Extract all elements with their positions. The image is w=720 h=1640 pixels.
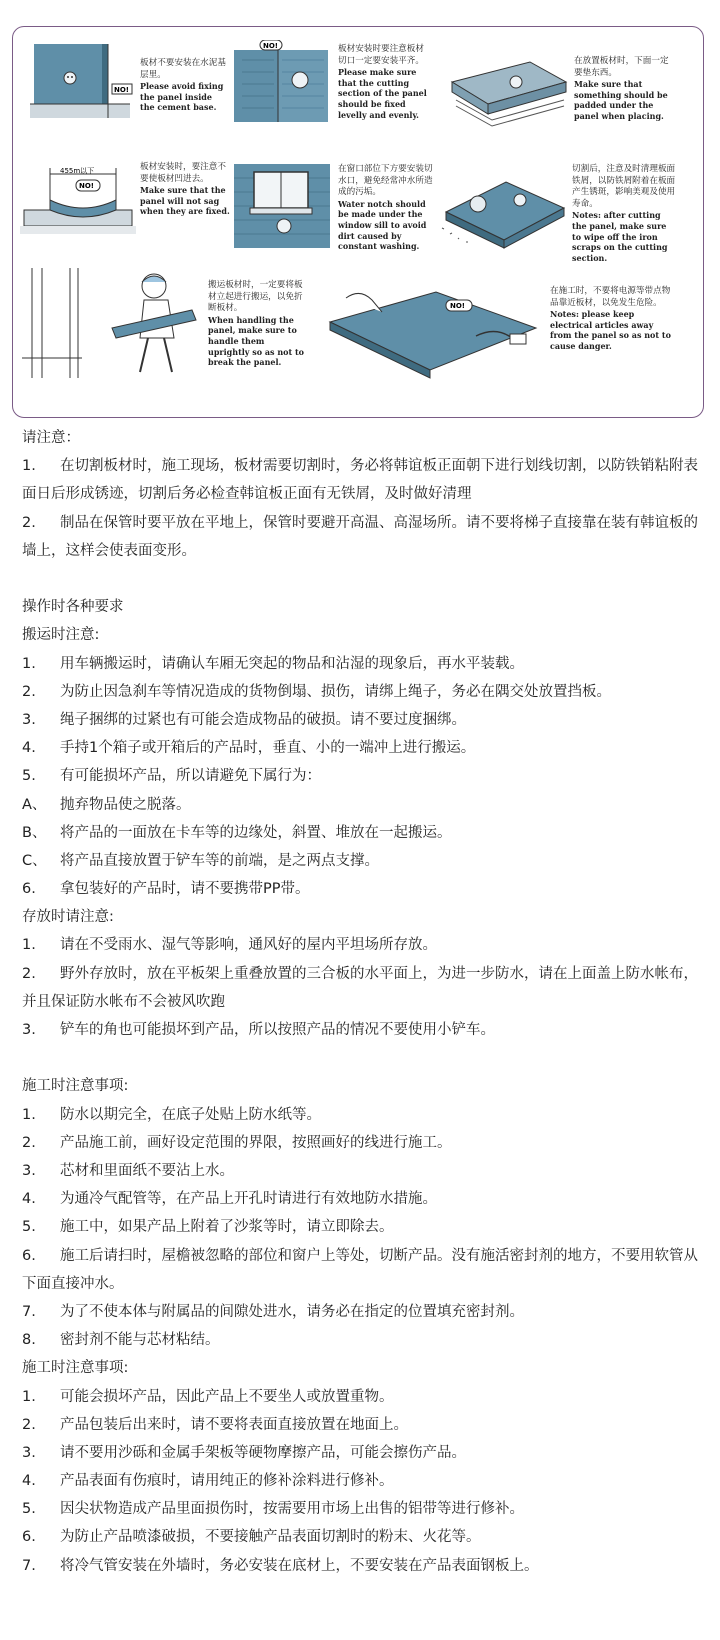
list-item: 1. 请在不受雨水、湿气等影响，通风好的屋内平坦场所存放。 xyxy=(22,937,437,954)
window-notch-illustration xyxy=(234,164,330,248)
panel-cement-base-illustration xyxy=(30,38,136,122)
list-item: 3. 铲车的角也可能损坏到产品，所以按照产品的情况不要使用小铲车。 xyxy=(22,1022,495,1039)
notice-heading: 请注意： xyxy=(22,430,80,446)
notes-text xyxy=(22,424,702,1580)
storage-heading: 存放时请注意: xyxy=(22,909,114,926)
construction-heading: 施工时注意事项: xyxy=(22,1078,129,1095)
caption-6: 切割后，注意及时清理板面铁屑，以防铁屑附着在板面产生锈斑，影响美观及使用寿命。 Notes: after cutting the panel, make sure to wipe off the iron scraps on the cutting section. xyxy=(572,164,676,263)
list-item: 1. 防水以期完全，在底子处贴上防水纸等。 xyxy=(22,1106,321,1123)
cut-section-level-illustration xyxy=(234,40,330,124)
list-item: 2. 产品施工前，画好设定范围的界限，按照画好的线进行施工。 xyxy=(22,1134,452,1151)
list-item: 4. 产品表面有伤痕时，请用纯正的修补涂料进行修补。 xyxy=(22,1473,394,1490)
caption-3: 在放置板材时，下面一定要垫东西。 Make sure that something should be padded under the panel when placing. xyxy=(574,56,669,121)
iron-scraps-illustration xyxy=(440,168,568,252)
construction2-heading: 施工时注意事项: xyxy=(22,1360,129,1377)
panel-sag-illustration xyxy=(20,164,136,248)
no-badge-3: NO! xyxy=(79,182,95,190)
caption-8: 在施工时，不要将电源等带点物品靠近板材，以免发生危险。 Notes: please keep electrical articles away from the panel so as not to cause danger. xyxy=(550,286,671,351)
padded-placement-illustration xyxy=(446,48,570,132)
list-item: 3. 请不要用沙砾和金属手架板等硬物摩擦产品，可能会擦伤产品。 xyxy=(22,1444,466,1461)
ops-heading: 操作时各种要求 xyxy=(22,599,124,616)
list-item: 4. 手持1个箱子或开箱后的产品时，垂直、小的一端冲上进行搬运。 xyxy=(22,740,476,757)
no-badge-2: NO! xyxy=(263,42,279,50)
list-item: C、 将产品直接放置于铲车等的前端，是之两点支撑。 xyxy=(22,852,379,869)
list-item: 5. 有可能损坏产品，所以请避免下属行为： xyxy=(22,768,321,785)
list-item: 6. 施工后请扫时，屋檐被忽略的部位和窗户上等处，切断产品。没有施活密封剂的地方，不要用软管从下面直接冲水。 xyxy=(22,1247,698,1292)
list-item: 6. 为防止产品喷漆破损，不要接触产品表面切割时的粉末、火花等。 xyxy=(22,1529,481,1546)
list-item: A、 抛弃物品使之脱落。 xyxy=(22,796,191,813)
list-item: 7. 为了不使本体与附属品的间隙处进水，请务必在指定的位置填充密封剂。 xyxy=(22,1303,524,1320)
list-item: 2. 野外存放时，放在平板架上重叠放置的三合板的水平面上，为进一步防水，请在上面盖上防水帐布，并且保证防水帐布不会被风吹跑 xyxy=(22,965,698,1010)
list-item: B、 将产品的一面放在卡车等的边缘处，斜置、堆放在一起搬运。 xyxy=(22,824,452,841)
no-badge-1: NO! xyxy=(114,86,130,94)
list-item: 5. 因尖状物造成产品里面损伤时，按需要用市场上出售的铝带等进行修补。 xyxy=(22,1501,524,1518)
measure-label: 455m以下 xyxy=(60,167,95,175)
caption-7: 搬运板材时，一定要将板材立起进行搬运，以免折断板材。 When handling the panel, make sure to handle them uprightly so as not to break the panel. xyxy=(208,280,305,368)
no-badge-4: NO! xyxy=(450,302,466,310)
list-item: 2. 产品包装后出来时，请不要将表面直接放置在地面上。 xyxy=(22,1416,408,1433)
carrying-panel-illustration xyxy=(22,268,206,380)
list-item: 8. 密封剂不能与芯材粘结。 xyxy=(22,1332,220,1349)
caption-1: 板材不要安装在水泥基层里。 Please avoid fixing the panel inside the cement base. xyxy=(140,58,226,113)
caption-4: 板材安装时，要注意不要使板材凹进去。 Make sure that the panel will not sag when they are fixed. xyxy=(140,162,230,217)
list-item: 3. 芯材和里面纸不要沾上水。 xyxy=(22,1162,234,1179)
notice-item: 1. 在切割板材时，施工现场，板材需要切割时，务必将韩谊板正面朝下进行划线切割，以防铁销粘附表面日后形成锈迹，切割后务必检查韩谊板正面有无铁屑，及时做好清理 xyxy=(22,458,698,503)
electrical-danger-illustration xyxy=(326,286,540,382)
notice-item: 2. 制品在保管时要平放在平地上，保管时要避开高温、高湿场所。请不要将梯子直接靠在装有韩谊板的墙上，这样会使表面变形。 xyxy=(22,514,698,559)
list-item: 1. 用车辆搬运时，请确认车厢无突起的物品和沾湿的现象后，再水平装载。 xyxy=(22,655,524,672)
list-item: 5. 施工中，如果产品上附着了沙浆等时，请立即除去。 xyxy=(22,1219,394,1236)
list-item: 6. 拿包装好的产品时，请不要携带PP带。 xyxy=(22,881,310,898)
list-item: 1. 可能会损坏产品，因此产品上不要坐人或放置重物。 xyxy=(22,1388,394,1405)
caption-2: 板材安装时要注意板材切口一定要安装平齐。 Please make sure that the cutting section of the panel should be fixed levelly and evenly. xyxy=(338,44,427,120)
list-item: 7. 将冷气管安装在外墙时，务必安装在底材上，不要安装在产品表面钢板上。 xyxy=(22,1557,539,1574)
list-item: 2. 为防止因急刹车等情况造成的货物倒塌、损伤，请绑上绳子，务必在隅交处放置挡板。 xyxy=(22,683,611,700)
list-item: 4. 为通冷气配管等，在产品上开孔时请进行有效地防水措施。 xyxy=(22,1191,437,1208)
list-item: 3. 绳子捆绑的过紧也有可能会造成物品的破损。请不要过度捆绑。 xyxy=(22,711,466,728)
transport-heading: 搬运时注意: xyxy=(22,627,100,644)
caption-5: 在窗口部位下方要安装切水口，避免经常冲水所造成的污垢。 Water notch should be made under the window sill to avoid dirt caused by constant washing. xyxy=(338,164,433,252)
